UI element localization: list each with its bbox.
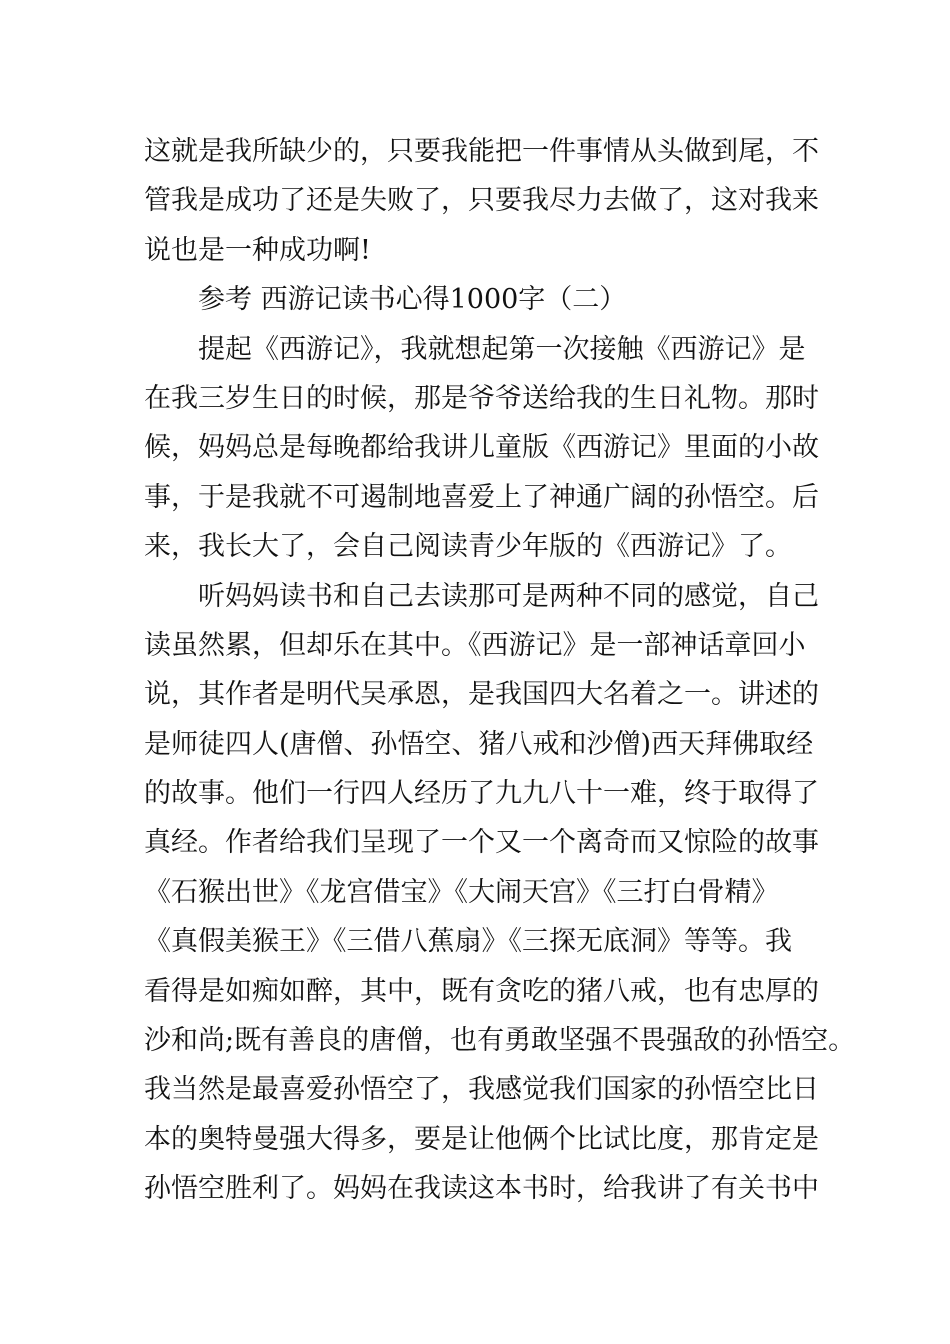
- text-line: 事，于是我就不可遏制地喜爱上了神通广阔的孙悟空。后: [144, 481, 819, 513]
- text-line: 听妈妈读书和自己去读那可是两种不同的感觉，自己: [198, 580, 819, 612]
- text-line: 提起《西游记》，我就想起第一次接触《西游记》是: [198, 333, 806, 365]
- text-line: 真经。作者给我们呈现了一个又一个离奇而又惊险的故事: [144, 827, 819, 859]
- text-line: 本的奥特曼强大得多，要是让他俩个比试比度，那肯定是: [144, 1123, 819, 1155]
- text-line: 管我是成功了还是失败了，只要我尽力去做了，这对我来: [144, 185, 819, 217]
- section-heading: 参考 西游记读书心得1000字（二）: [198, 284, 627, 316]
- document-body: [144, 127, 856, 1214]
- text-line: 读虽然累，但却乐在其中。《西游记》是一部神话章回小: [144, 629, 806, 661]
- text-line: 我当然是最喜爱孙悟空了，我感觉我们国家的孙悟空比日: [144, 1074, 819, 1106]
- text-line: 孙悟空胜利了。妈妈在我读这本书时，给我讲了有关书中: [144, 1173, 819, 1205]
- text-line: 是师徒四人(唐僧、孙悟空、猪八戒和沙僧)西天拜佛取经: [144, 728, 814, 760]
- text-line: 看得是如痴如醉，其中，既有贪吃的猪八戒，也有忠厚的: [144, 975, 819, 1007]
- text-line: 候，妈妈总是每晚都给我讲儿童版《西游记》里面的小故: [144, 432, 819, 464]
- continued-paragraph: [144, 127, 824, 275]
- paragraph: [144, 325, 824, 572]
- text-line: 来，我长大了，会自己阅读青少年版的《西游记》了。: [144, 531, 792, 563]
- text-line: 在我三岁生日的时候，那是爷爷送给我的生日礼物。那时: [144, 382, 819, 414]
- paragraph: [144, 572, 856, 1214]
- text-line: 《真假美猴王》《三借八蕉扇》《三探无底洞》等等。我: [144, 926, 792, 958]
- text-line: 说也是一种成功啊!: [144, 234, 371, 266]
- text-line: 这就是我所缺少的，只要我能把一件事情从头做到尾，不: [144, 136, 819, 167]
- text-line: 沙和尚;既有善良的唐僧，也有勇敢坚强不畏强敌的孙悟空。: [144, 1025, 856, 1057]
- text-line: 的故事。他们一行四人经历了九九八十一难，终于取得了: [144, 778, 819, 810]
- text-line: 《石猴出世》《龙宫借宝》《大闹天宫》《三打白骨精》: [144, 876, 779, 908]
- text-line: 说，其作者是明代吴承恩，是我国四大名着之一。讲述的: [144, 679, 819, 711]
